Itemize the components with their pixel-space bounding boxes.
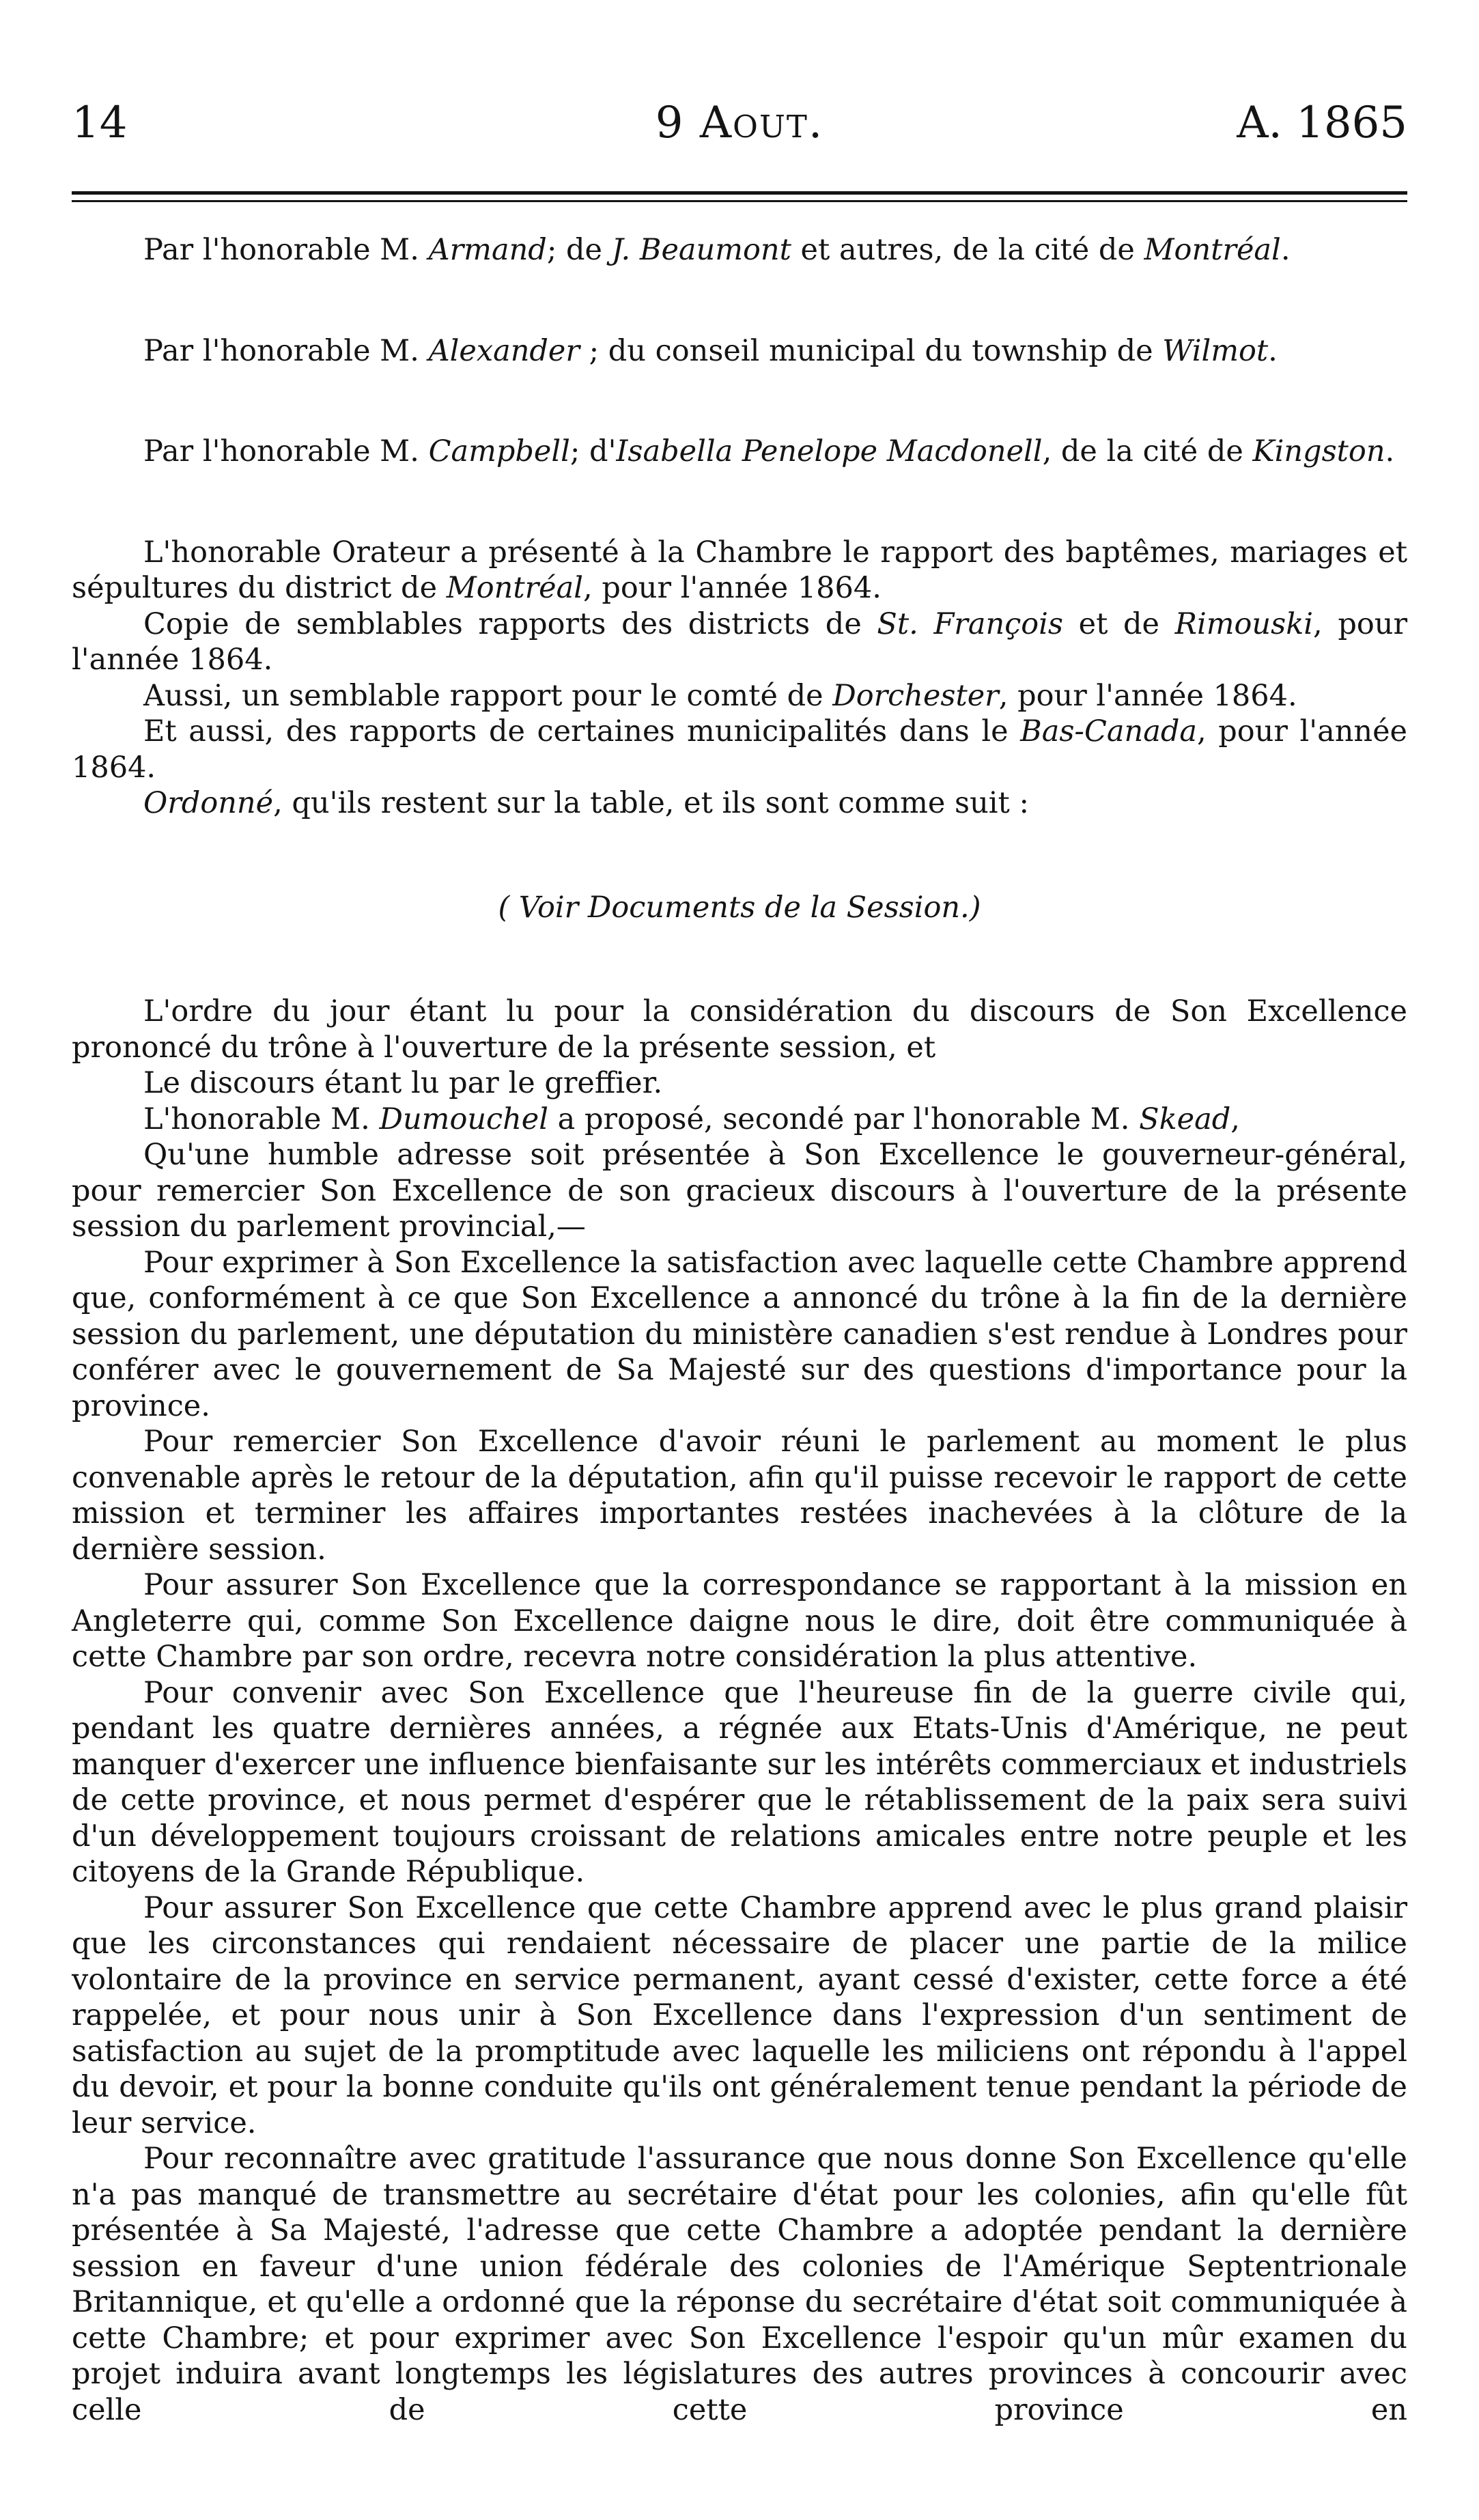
petition-prefix: Par l'honorable M. [143,333,429,368]
petition-end: . [1280,233,1291,267]
report-paragraph [72,535,1407,606]
report-text: Aussi, un semblable rapport pour le comté de [143,678,833,713]
member-name: Alexander [428,333,580,368]
header-rule-thick [72,191,1407,195]
petition-text: et autres, de la cité de [791,233,1144,267]
report-text: , pour l'année 1864. [72,606,1407,677]
report-order [72,785,1407,822]
petition-entry [72,333,1407,369]
motion-paragraph [72,1102,1407,1138]
place-name: Dorchester [832,678,999,713]
address-paragraph: Pour remercier Son Excellence d'avoir réuni le parlement au moment le plus convenable après le retour de la députation, afin qu'il puisse recevoir le rapport de cette mission et terminer les affaires importantes restées inachevées à la clôture de la dernière session. [72,1425,1407,1567]
address-paragraph: Pour assurer Son Excellence que la correspondance se rapportant à la mission en Angleterre qui, comme Son Excellence daigne nous le dire, doit être communiquée à cette Chambre par son ordre, recevra notre considération la plus attentive. [72,1568,1407,1674]
petition-entry [72,434,1407,470]
petition-text: ; d' [569,434,617,468]
address-paragraph: Pour convenir avec Son Excellence que l'heureuse fin de la guerre civile qui, pendant les quatre dernières années, a régnée aux Etats-Unis d'Amérique, ne peut manquer d'exercer une influence bienfaisante sur les intérêts commerciaux et industriels de cette province, et nous permet d'espérer que le rétablissement de la paix sera suivi d'un développement toujours croissant de relations amicales entre notre peuple et les citoyens de la Grande République. [72,1675,1407,1889]
report-paragraph [72,714,1407,785]
report-text: L'honorable Orateur a présenté à la Chambre le rapport des baptêmes, mariages et sépultures du district de [72,535,1407,605]
header-year: A. 1865 [1237,98,1407,148]
motion-text: L'honorable M. [143,1102,380,1136]
member-name: Armand [428,233,547,267]
report-text: Et aussi, des rapports de certaines municipalités dans le [143,714,1021,748]
report-text: , qu'ils restent sur la table, et ils sont comme suit : [273,786,1029,820]
report-text: , pour l'année 1864. [583,571,882,605]
petition-entry [72,232,1407,268]
petition-prefix: Par l'honorable M. [143,434,429,468]
address-paragraph: Pour reconnaître avec gratitude l'assurance que nous donne Son Excellence qu'elle n'a pas manqué de transmettre au secrétaire d'état pour les colonies, afin qu'elle fût présentée à Sa Majesté, l'adresse que cette Chambre a adoptée pendant la dernière session en faveur d'une union fédérale des colonies de l'Amérique Septentrionale Britannique, et qu'elle a ordonné que la réponse du secrétaire d'état soit communiquée à cette Chambre; et pour exprimer avec Son Excellence l'espoir qu'un mûr examen du projet induira avant longtemps les législatures des autres provinces à concourir avec celle de cette province en [72,2142,1407,2427]
motion-text: , [1230,1102,1240,1136]
petition-end: . [1268,333,1278,368]
place-name: Montréal [1144,233,1281,267]
address-paragraph: Qu'une humble adresse soit présentée à Son Excellence le gouverneur-général, pour remercier Son Excellence de son gracieux discours à l'ouverture de la présente session du parlement provincial,— [72,1138,1407,1244]
address-paragraph: Pour assurer Son Excellence que cette Chambre apprend avec le plus grand plaisir que les circonstances qui rendaient nécessaire de placer une partie de la milice volontaire de la province en service permanent, ayant cessé d'exister, cette force a été rappelée, et pour nous unir à Son Excellence dans l'expression d'un sentiment de satisfaction au sujet de la promptitude avec laquelle les miliciens ont répondu à l'appel du devoir, et pour la bonne conduite qu'ils ont généralement tenue pendant la période de leur service. [72,1890,1407,2140]
mover-name: Dumouchel [379,1102,549,1136]
document-body [72,232,1407,2428]
petitioner-name: Isabella Penelope Macdonell [616,434,1043,468]
voir-documents-note: ( Voir Documents de la Session.) [498,890,981,925]
petition-prefix: Par l'honorable M. [143,233,429,267]
page-number: 14 [72,98,128,148]
address-paragraph: L'ordre du jour étant lu pour la considération du discours de Son Excellence prononcé du trône à l'ouverture de la présente session, et [72,994,1407,1065]
petitioner-name: J. Beaumont [611,233,791,267]
place-name: St. François [877,606,1063,641]
report-paragraph [72,606,1407,678]
petition-end: . [1385,434,1395,468]
seconder-name: Skead [1139,1102,1231,1136]
report-text: et de [1063,606,1175,641]
petition-text: ; de [546,233,612,267]
petition-text: ; du conseil municipal du township de [579,333,1163,368]
header-rule-thin [72,200,1407,202]
petition-text: , de la cité de [1042,434,1253,468]
place-name: Bas-Canada [1020,714,1197,748]
place-name: Wilmot [1162,333,1269,368]
header-date: 9 Aout. [655,98,824,148]
member-name: Campbell [428,434,570,468]
order-word: Ordonné [143,786,274,820]
report-paragraph [72,678,1407,714]
place-name: Montréal [446,571,583,605]
address-paragraph: Pour exprimer à Son Excellence la satisfaction avec laquelle cette Chambre apprend que, conformément à ce que Son Excellence a annoncé du trône à la fin de la dernière session du parlement, une députation du ministère canadien s'est rendue à Londres pour conférer avec le gouvernement de Sa Majesté sur des questions d'importance pour la province. [72,1245,1407,1423]
report-text: Copie de semblables rapports des districts de [143,606,877,641]
place-name: Kingston [1252,434,1385,468]
report-text: , pour l'année 1864. [72,714,1407,785]
report-text: , pour l'année 1864. [998,678,1297,713]
address-paragraph: Le discours étant lu par le greffier. [143,1066,663,1100]
place-name: Rimouski [1174,606,1314,641]
running-header [72,92,1407,167]
motion-text: a proposé, secondé par l'honorable M. [548,1102,1140,1136]
